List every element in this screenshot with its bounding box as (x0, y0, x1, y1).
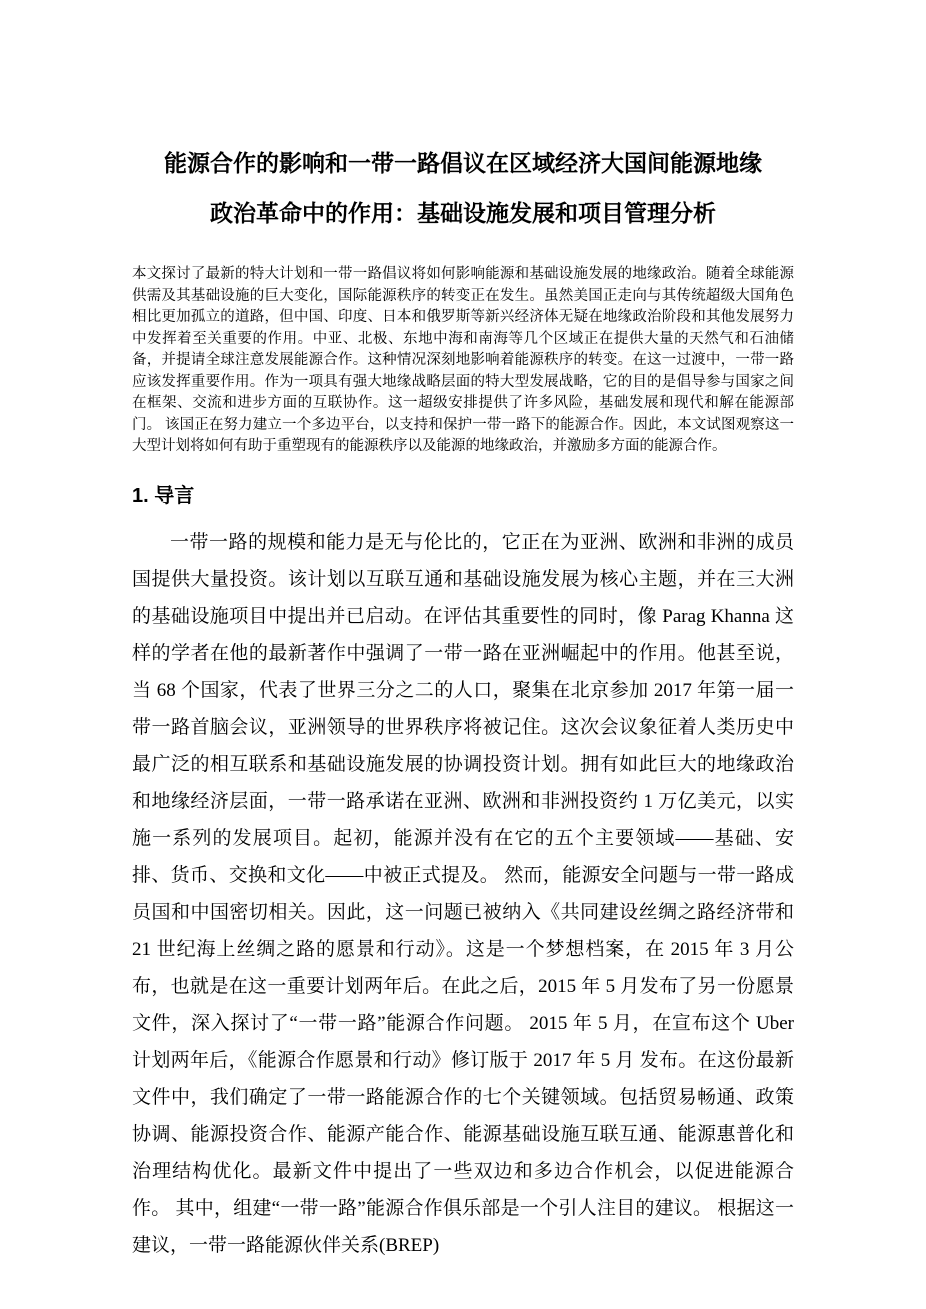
paper-title (132, 138, 794, 238)
paper-title-line1: 能源合作的影响和一带一路倡议在区域经济大国间能源地缘 (164, 150, 762, 176)
paper-title-line2: 政治革命中的作用：基础设施发展和项目管理分析 (210, 200, 716, 226)
abstract-paragraph: 本文探讨了最新的特大计划和一带一路倡议将如何影响能源和基础设施发展的地缘政治。随着全球能源供需及其基础设施的巨大变化，国际能源秩序的转变正在发生。虽然美国正走向与其传统超级大国角色相比更加孤立的道路，但中国、印度、日本和俄罗斯等新兴经济体无疑在地缘政治阶段和其他发展努力中发挥着至关重要的作用。中亚、北极、东地中海和南海等几个区域正在提供大量的天然气和石油储备，并提请全球注意发展能源合作。这种情况深刻地影响着能源秩序的转变。在这一过渡中，一带一路应该发挥重要作用。作为一项具有强大地缘战略层面的特大型发展战略，它的目的是倡导参与国家之间在框架、交流和进步方面的互联协作。这一超级安排提供了许多风险，基础发展和现代和解在能源部门。 该国正在努力建立一个多边平台，以支持和保护一带一路下的能源合作。因此，本文试图观察这一大型计划将如何有助于重塑现有的能源秩序以及能源的地缘政治，并激励多方面的能源合作。 (132, 266, 794, 454)
section-heading-introduction: 1. 导言 (132, 484, 195, 507)
introduction-paragraph: 一带一路的规模和能力是无与伦比的，它正在为亚洲、欧洲和非洲的成员国提供大量投资。该计划以互联互通和基础设施发展为核心主题，并在三大洲的基础设施项目中提出并已启动。在评估其重要性的同时，像 Parag Khanna 这样的学者在他的最新著作中强调了一带一路在亚洲崛起中的作用。他甚至说，当 68 个国家，代表了世界三分之二的人口，聚集在北京参加 2017 年第一届一带一路首脑会议，亚洲领导的世界秩序将被记住。这次会议象征着人类历史中最广泛的相互联系和基础设施发展的协调投资计划。拥有如此巨大的地缘政治和地缘经济层面，一带一路承诺在亚洲、欧洲和非洲投资约 1 万亿美元，以实施一系列的发展项目。起初，能源并没有在它的五个主要领域——基础、安排、货币、交换和文化——中被正式提及。 然而，能源安全问题与一带一路成员国和中国密切相关。因此，这一问题已被纳入《共同建设丝绸之路经济带和 21 世纪海上丝绸之路的愿景和行动》。这是一个梦想档案，在 2015 年 3 月公布，也就是在这一重要计划两年后。在此之后，2015 年 5 月发布了另一份愿景文件，深入探讨了“一带一路”能源合作问题。 2015 年 5 月，在宣布这个 Uber 计划两年后，《能源合作愿景和行动》修订版于 2017 年 5 月 发布。在这份最新文件中，我们确定了一带一路能源合作的七个关键领域。包括贸易畅通、政策协调、能源投资合作、能源产能合作、能源基础设施互联互通、能源惠普化和治理结构优化。最新文件中提出了一些双边和多边合作机会，以促进能源合作。 其中，组建“一带一路”能源合作俱乐部是一个引人注目的建议。 根据这一建议，一带一路能源伙伴关系(BREP) (132, 531, 794, 1256)
